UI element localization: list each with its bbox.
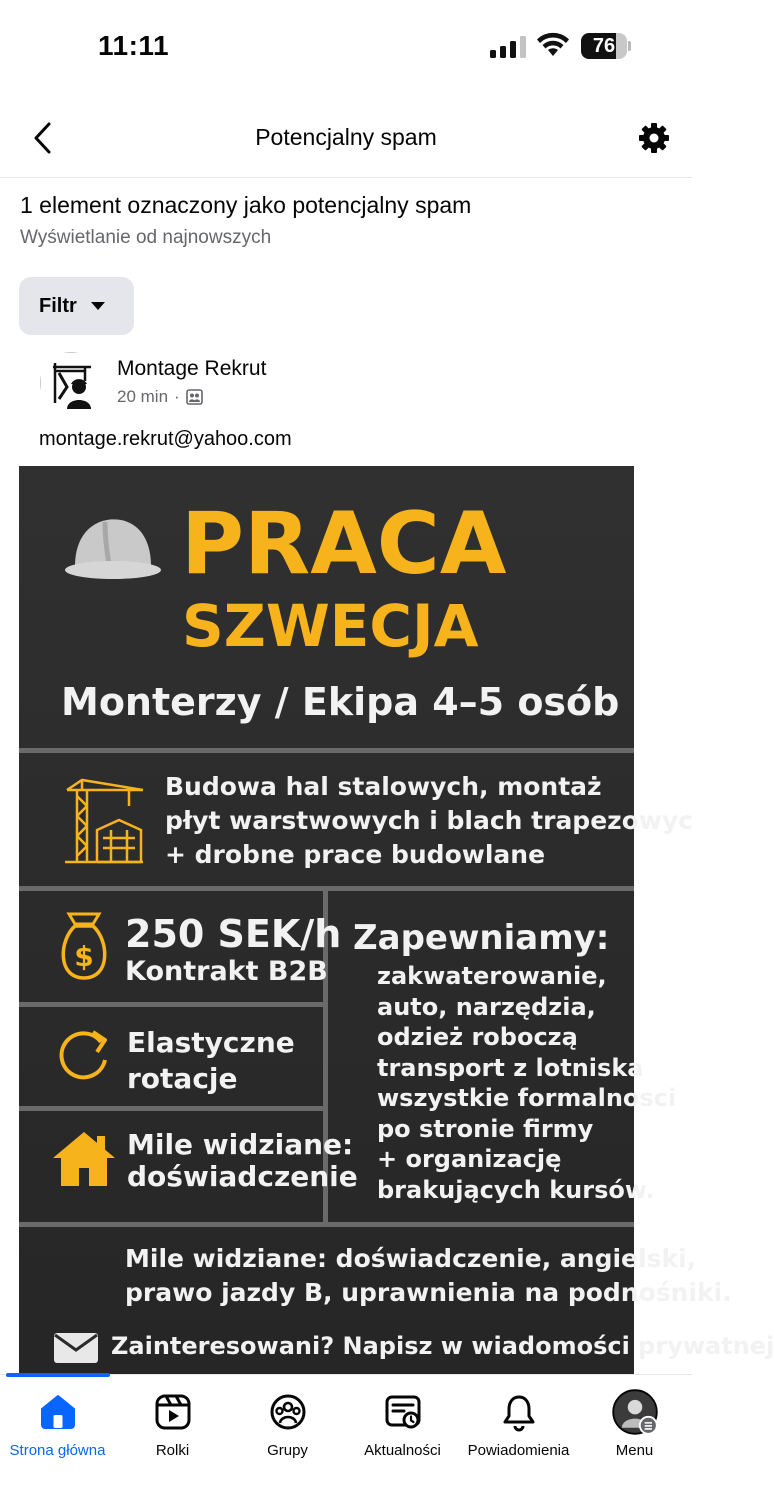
feeds-icon — [384, 1393, 422, 1431]
experience-line-2: doświadczenie — [127, 1160, 358, 1193]
cellular-signal-icon — [490, 36, 528, 58]
bell-icon — [500, 1393, 538, 1431]
caret-down-icon — [91, 302, 105, 310]
provide-line: po stronie firmy — [377, 1114, 594, 1143]
tab-label: Powiadomienia — [467, 1442, 570, 1459]
tab-menu[interactable] — [577, 1375, 692, 1501]
house-icon — [51, 1128, 117, 1188]
meta-separator: · — [174, 387, 180, 406]
tab-feeds[interactable] — [345, 1375, 460, 1501]
contact-line: Zainteresowani? Napisz w wiadomości prywatnej — [111, 1332, 774, 1360]
status-time: 11:11 — [98, 30, 170, 61]
work-line-3: + drobne prace budowlane — [165, 840, 546, 869]
group-audience-icon — [186, 389, 203, 405]
tab-groups[interactable] — [230, 1375, 345, 1501]
reels-icon — [154, 1393, 192, 1431]
author-avatar[interactable] — [40, 352, 102, 414]
groups-icon — [269, 1393, 307, 1431]
post-text: montage.rekrut@yahoo.com — [39, 428, 292, 450]
experience-line-1: Mile widziane: — [127, 1128, 354, 1161]
headline-praca: PRACA — [181, 494, 507, 594]
status-bar — [0, 0, 692, 90]
post-author[interactable]: Montage Rekrut — [117, 357, 267, 380]
provide-line: auto, narzędzia, — [377, 992, 596, 1021]
tab-label: Aktualności — [364, 1442, 441, 1459]
provide-line: transport z lotniska — [377, 1053, 644, 1082]
rotation-line-2: rotacje — [127, 1062, 238, 1095]
requirements-line-2: prawo jazdy B, uprawnienia na podnośniki. — [125, 1278, 732, 1307]
rotation-icon — [55, 1026, 111, 1082]
tab-label: Strona główna — [9, 1442, 106, 1459]
tab-notifications[interactable] — [460, 1375, 577, 1501]
tab-reels[interactable] — [115, 1375, 230, 1501]
sort-order-note: Wyświetlanie od najnowszych — [20, 227, 272, 248]
rotation-line-1: Elastyczne — [127, 1026, 295, 1059]
provide-line: odzież roboczą — [377, 1023, 578, 1051]
headline-szwecja: SZWECJA — [182, 592, 479, 660]
svg-text:$: $ — [74, 940, 94, 973]
post-time[interactable]: 20 min — [117, 387, 169, 406]
headline-team: Monterzy / Ekipa 4–5 osób — [61, 680, 620, 724]
menu-avatar-icon — [612, 1389, 658, 1435]
tab-label: Menu — [615, 1442, 654, 1459]
wifi-icon — [536, 32, 570, 58]
crane-building-icon — [63, 776, 145, 864]
work-line-1: Budowa hal stalowych, montaż — [165, 772, 602, 801]
worker-logo-icon — [41, 353, 103, 415]
settings-button[interactable] — [634, 118, 674, 158]
hard-hat-icon — [61, 512, 161, 584]
filter-label: Filtr — [39, 294, 77, 317]
post-meta — [117, 387, 203, 407]
provide-line: brakujących kursów. — [377, 1175, 655, 1204]
requirements-line-1: Mile widziane: doświadczenie, angielski, — [125, 1244, 697, 1273]
bottom-tab-bar — [0, 1374, 692, 1500]
page-title: Potencjalny spam — [255, 124, 437, 150]
home-icon — [39, 1393, 77, 1431]
envelope-icon — [53, 1332, 99, 1364]
provide-title: Zapewniamy: — [353, 918, 610, 958]
provide-line: + organizację — [377, 1145, 562, 1173]
money-bag-icon — [55, 910, 113, 982]
tab-label: Grupy — [267, 1442, 308, 1459]
battery-icon — [581, 33, 631, 59]
pay-rate: 250 SEK/h — [125, 912, 342, 956]
work-line-2: płyt warstwowych i blach trapezowyc — [165, 806, 694, 835]
post-image[interactable] — [19, 466, 774, 1374]
gear-icon — [638, 122, 670, 154]
nav-header — [0, 100, 692, 178]
battery-percent: 76 — [592, 35, 616, 57]
spam-count-title: 1 element oznaczony jako potencjalny spam — [20, 192, 472, 218]
provide-line: zakwaterowanie, — [377, 962, 607, 990]
tab-home[interactable] — [0, 1375, 115, 1501]
contract-type: Kontrakt B2B — [125, 956, 328, 987]
tab-label: Rolki — [155, 1442, 190, 1459]
provide-line: wszystkie formalnosci — [377, 1084, 677, 1112]
filter-button[interactable] — [19, 277, 134, 335]
